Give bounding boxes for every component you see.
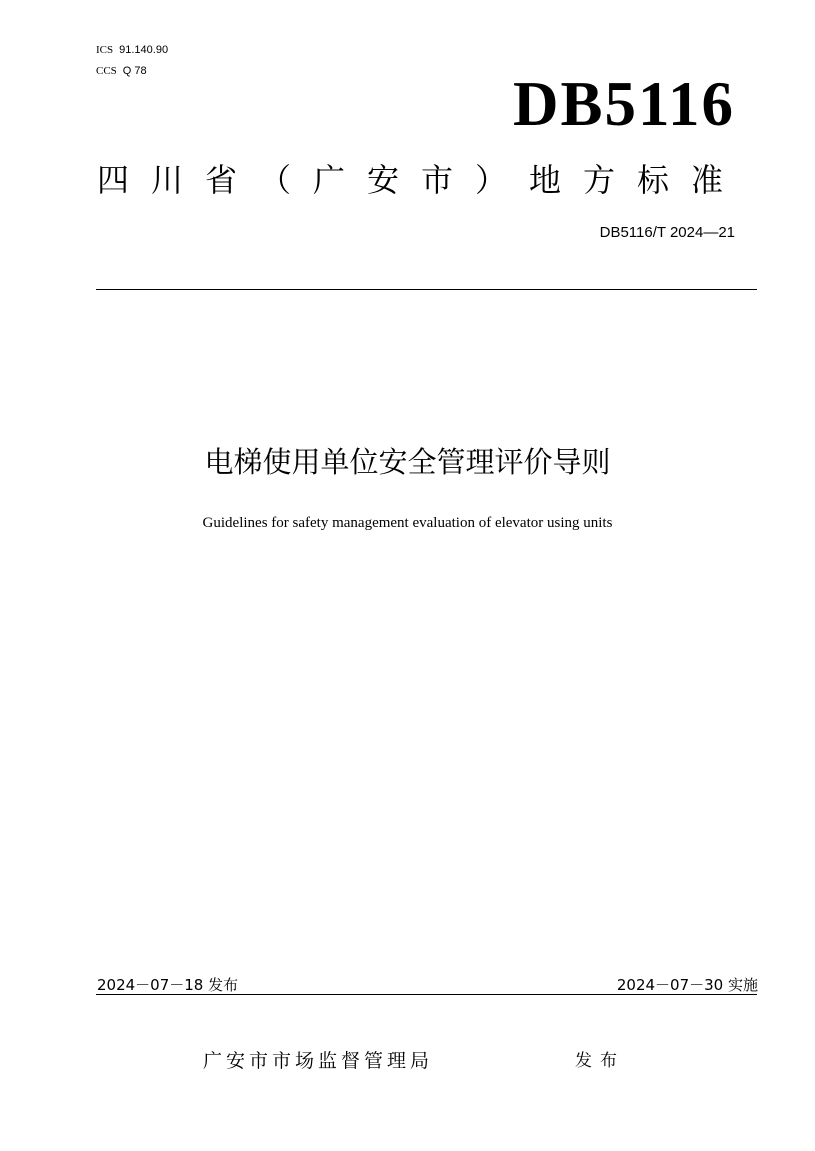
ccs-code: Q 78 [122, 65, 147, 77]
issue-date: 2024－07－18 发布 [97, 976, 239, 994]
ccs-label: CCS [96, 65, 117, 77]
date-divider [96, 994, 757, 995]
ics-label: ICS [96, 44, 114, 56]
standard-number: DB5116/T 2024—21 [599, 224, 735, 241]
standard-category: 四川省（广安市）地方标准 [97, 161, 746, 199]
implementation-date: 2024－07－30 实施 [616, 976, 758, 994]
ics-code: 91.140.90 [119, 44, 169, 56]
document-title-chinese: 电梯使用单位安全管理评价导则 [204, 445, 611, 479]
header-divider [96, 289, 757, 290]
ccs-classification [96, 64, 147, 78]
issuing-authority: 广安市市场监督管理局 [203, 1050, 434, 1072]
standard-prefix: DB5116 [512, 69, 735, 139]
ics-classification [96, 43, 168, 57]
document-title-english: Guidelines for safety management evaluation of elevator using units [202, 515, 613, 531]
issue-action: 发布 [575, 1051, 625, 1071]
